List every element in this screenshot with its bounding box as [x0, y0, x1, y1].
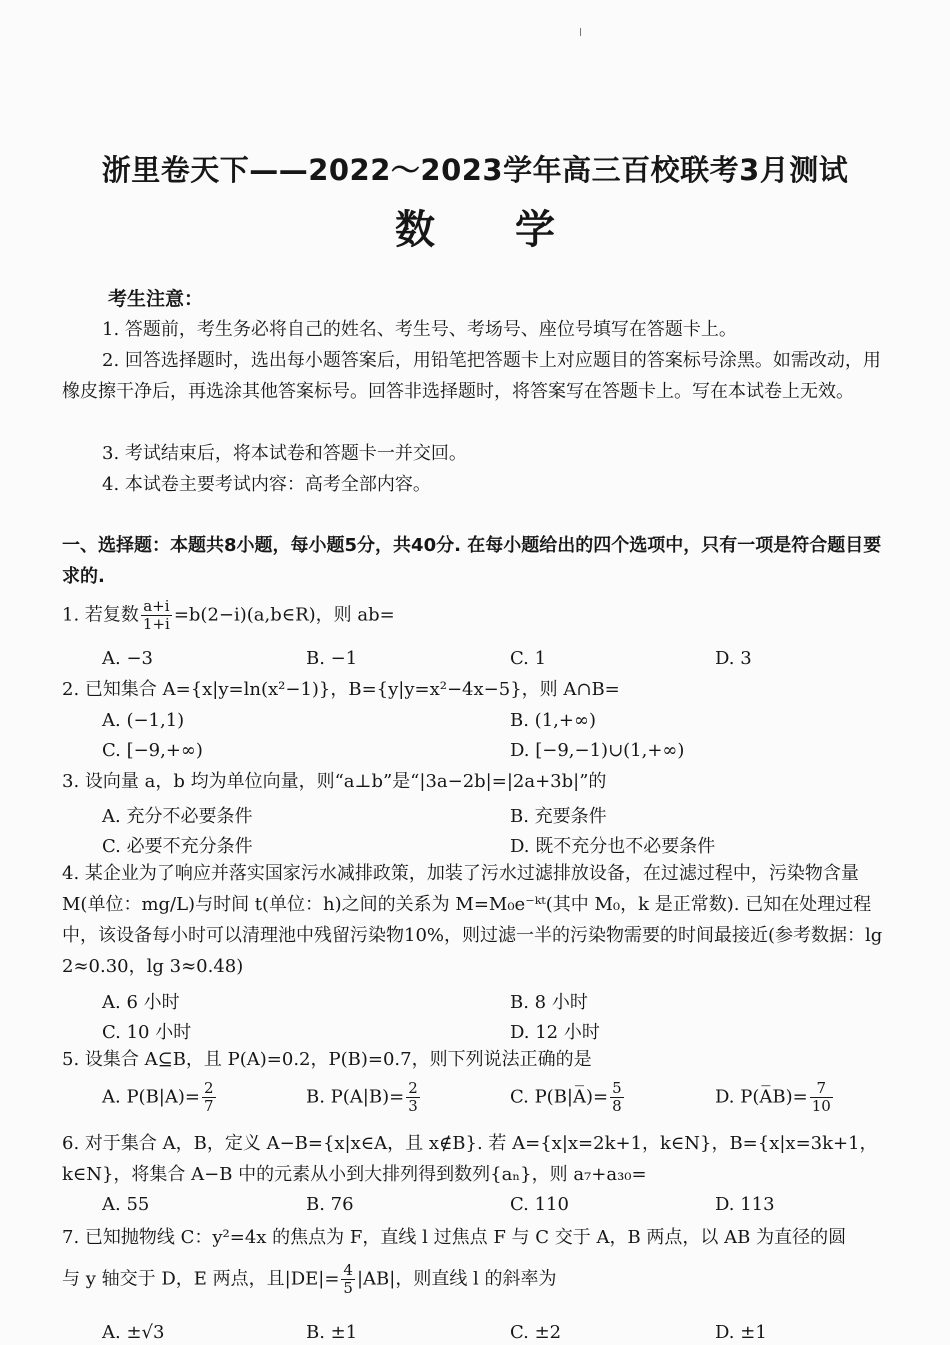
- question-6: 6. 对于集合 A，B，定义 A−B={x|x∈A，且 x∉B}. 若 A={x|x=2k+1，k∈N}，B={x|x=3k+1，k∈N}，将集合 A−B 中的元素从小到大排列得到数列{aₙ}，则 a₇+a₃₀=: [62, 1133, 878, 1185]
- notice-item-2: 2. 回答选择题时，选出每小题答案后，用铅笔把答题卡上对应题目的答案标号涂黑。如需改动，用橡皮擦干净后，再选涂其他答案标号。回答非选择题时，将答案写在答题卡上。写在本试卷上无效。: [62, 350, 881, 402]
- question-5: 5. 设集合 A⊆B，且 P(A)=0.2，P(B)=0.7，则下列说法正确的是: [62, 1049, 592, 1070]
- fraction: $\frac{a+i}{1+i}$: [142, 597, 170, 633]
- question-3: 3. 设向量 a，b 均为单位向量，则“a⊥b”是“|3a−2b|=|2a+3b|”的: [62, 771, 607, 792]
- question-2: 2. 已知集合 A={x|y=ln(x²−1)}，B={y|y=x²−4x−5}，则 A∩B=: [62, 679, 620, 700]
- q3-option-a: A. 充分不必要条件: [102, 806, 253, 827]
- q2-option-c: C. [−9,+∞): [102, 740, 203, 761]
- subject-title: 数学: [395, 207, 635, 253]
- q2-option-d: D. [−9,−1)∪(1,+∞): [510, 740, 685, 761]
- fraction: $\frac{2}{7}$: [203, 1079, 214, 1115]
- q6-option-d: D. 113: [715, 1194, 775, 1215]
- fraction: $\frac{7}{10}$: [811, 1079, 831, 1115]
- exam-title: 浙里卷天下——2022～2023学年高三百校联考3月测试: [101, 153, 849, 187]
- q4-option-b: B. 8 小时: [510, 992, 588, 1013]
- q1-option-d: D. 3: [715, 648, 752, 669]
- question-7-line-2: 与 y 轴交于 D，E 两点，且|DE|= $\frac{4}{5}$ |AB|，则直线 l 的斜率为: [62, 1261, 557, 1297]
- fraction: $\frac{2}{3}$: [408, 1079, 418, 1115]
- section-heading: 一、选择题：本题共8小题，每小题5分，共40分. 在每小题给出的四个选项中，只有一项是符合题目要求的.: [62, 535, 882, 587]
- q7-option-c: C. ±2: [510, 1322, 562, 1343]
- q5-option-d: D. P(A̅B)= $\frac{7}{10}$: [715, 1079, 831, 1115]
- q3-option-d: D. 既不充分也不必要条件: [510, 836, 716, 857]
- q1-option-c: C. 1: [510, 648, 547, 669]
- q1-option-a: A. −3: [102, 648, 153, 669]
- q7-option-a: A. ±√3: [102, 1322, 165, 1343]
- notice-item-1: 1. 答题前，考生务必将自己的姓名、考生号、考场号、座位号填写在答题卡上。: [102, 319, 737, 340]
- q2-option-b: B. (1,+∞): [510, 710, 596, 731]
- q6-option-b: B. 76: [306, 1194, 354, 1215]
- q5-option-c: C. P(B|A̅)= $\frac{5}{8}$: [510, 1079, 622, 1115]
- q2-option-a: A. (−1,1): [102, 710, 185, 731]
- question-4: 4. 某企业为了响应并落实国家污水减排政策，加装了污水过滤排放设备，在过滤过程中，污染物含量 M(单位：mg/L)与时间 t(单位：h)之间的关系为 M=M₀e⁻ᵏᵗ(其中 M₀，k 是正常数). 已知在处理过程中，该设备每小时可以清理池中残留污染物10%，则过滤一半的污染物需要的时间最接近(参考数据：lg 2≈0.30，lg 3≈0.48): [62, 863, 883, 977]
- q7-option-b: B. ±1: [306, 1322, 358, 1343]
- q3-option-c: C. 必要不充分条件: [102, 836, 253, 857]
- q6-option-a: A. 55: [102, 1194, 150, 1215]
- notice-item-4: 4. 本试卷主要考试内容：高考全部内容。: [102, 474, 431, 495]
- fraction: $\frac{5}{8}$: [612, 1079, 622, 1115]
- q4-option-d: D. 12 小时: [510, 1022, 600, 1043]
- q4-option-c: C. 10 小时: [102, 1022, 192, 1043]
- q5-option-a: A. P(B|A)= $\frac{2}{7}$: [102, 1079, 214, 1115]
- q7-option-d: D. ±1: [715, 1322, 767, 1343]
- notice-item-3: 3. 考试结束后，将本试卷和答题卡一并交回。: [102, 443, 467, 464]
- q3-option-b: B. 充要条件: [510, 806, 607, 827]
- fraction: $\frac{4}{5}$: [343, 1261, 353, 1297]
- q1-option-b: B. −1: [306, 648, 358, 669]
- scan-mark: [580, 28, 581, 36]
- question-7-line-1: 7. 已知抛物线 C：y²=4x 的焦点为 F，直线 l 过焦点 F 与 C 交于 A，B 两点，以 AB 为直径的圆: [62, 1227, 847, 1248]
- q4-option-a: A. 6 小时: [102, 992, 180, 1013]
- notice-heading: 考生注意：: [108, 288, 204, 310]
- question-1: 1. 若复数 $\frac{a+i}{1+i}$ =b(2−i)(a,b∈R)，则 ab=: [62, 597, 395, 633]
- q6-option-c: C. 110: [510, 1194, 569, 1215]
- q5-option-b: B. P(A|B)= $\frac{2}{3}$: [306, 1079, 418, 1115]
